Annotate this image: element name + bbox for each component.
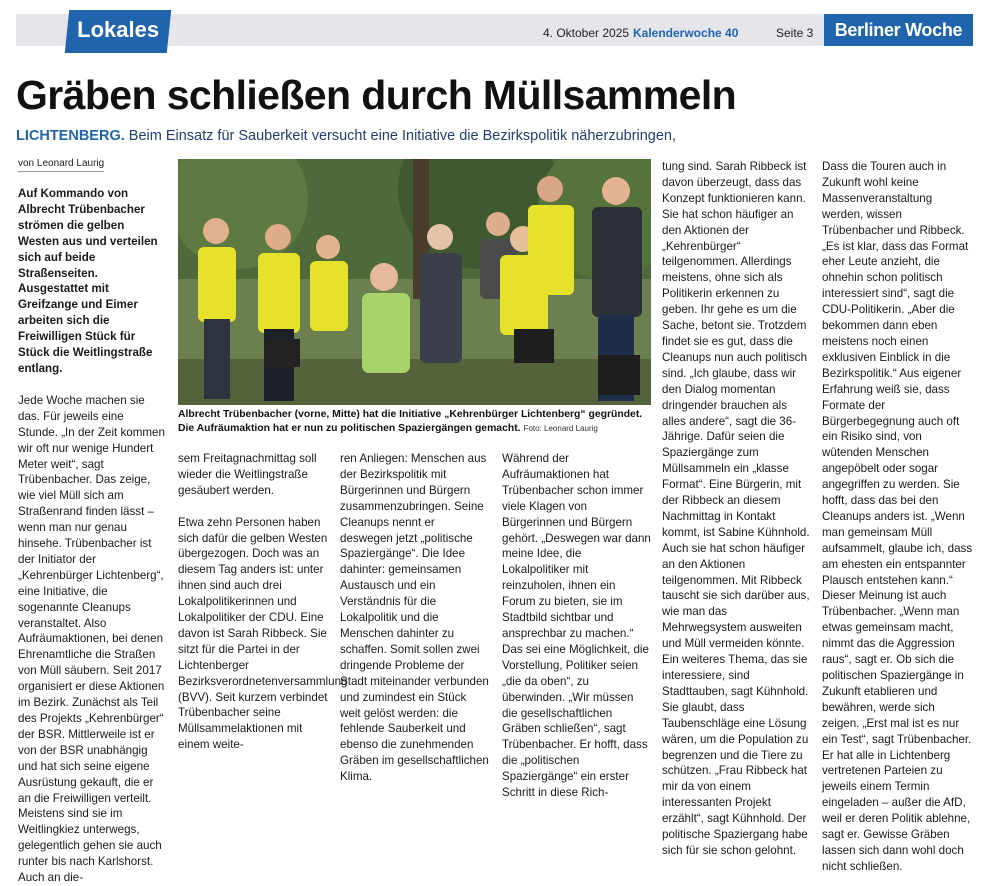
column-5: [662, 159, 812, 859]
body-paragraph: ren Anliegen: Menschen aus der Bezirkspolitik mit Bürgerinnen und Bürgern zusammenzubringen. Seine Cleanups nennt er deswegen jetzt „politische Spaziergänge“. Die Idee dahinter: gemeinsamen Austausch und ein Verständnis für die Lokalpolitik und die Menschen dahinter zu schaffen. Somit sollen zwei dringende Probleme der Stadt miteinander verbunden und zumindest ein Stück weit gelöst werden: die fehlende Sauberkeit und ebenso die zunehmenden Gräben im gesellschaftlichen Klima.: [340, 452, 489, 784]
column-4: [502, 451, 652, 801]
issue-date: 4. Oktober 2025: [543, 26, 630, 40]
column-1: [18, 186, 166, 886]
page-number: Seite 3: [776, 26, 814, 40]
photo-credit: Foto: Leonard Laurig: [523, 424, 598, 433]
caption-text: Albrecht Trübenbacher (vorne, Mitte) hat die Initiative „Kehrenbürger Lichtenberg“ gegründet. Die Aufräumaktion hat er nun zu politischen Spaziergängen gemacht.: [178, 409, 643, 434]
article-photo: [178, 159, 651, 405]
body-paragraph: Während der Aufräumaktionen hat Trübenbacher schon immer viele Klagen von Bürgerinnen und Bürgern gehört. „Deswegen war dann meine Idee, die Lokalpolitiker mit reinzuholen, ihnen ein Forum zu bieten, sie im Stadtbild sichtbar und ansprechbar zu machen.“ Das sei eine Möglichkeit, die Vorstellung, Politiker seien „die da oben“, zu überwinden. „Wir müssen die gesellschaftlichen Gräben schließen“, sagt Trübenbacher. Er hofft, dass die „politischen Spaziergänge“ ein erster Schritt in diese Rich-: [502, 452, 651, 800]
newspaper-logo: Berliner Woche: [824, 14, 973, 46]
column-2: [178, 451, 348, 753]
photo-caption: [178, 408, 652, 436]
body-paragraph: sem Freitagnachmittag soll wieder die Weitlingstraße gesäubert werden.: [178, 452, 317, 497]
column-3: [340, 451, 490, 785]
column-6: [822, 159, 974, 875]
byline: von Leonard Laurig: [18, 158, 104, 172]
article-headline: Gräben schließen durch Müllsammeln: [16, 72, 737, 118]
body-paragraph: Etwa zehn Personen haben sich dafür die gelben Westen übergezogen. Doch was an diesem Tag anders ist: unter ihnen sind auch drei Lokalpolitikerinnen und Lokalpolitiker der CDU. Eine davon ist Sarah Ribbeck. Sie sitzt für die Partei in der Lichtenberger Bezirksverordnetenversammlung (BVV). Seit kurzem verbindet Trübenbacher seine Müllsammelaktionen mit einem weite-: [178, 515, 348, 752]
article-subheadline: [16, 128, 976, 144]
body-paragraph: Dass die Touren auch in Zukunft wohl keine Massenveranstaltung werden, wissen Trübenbacher und Ribbeck. „Es ist klar, dass das Format eher Leute anzieht, die ohnehin schon politisch interessiert sind“, sagt die CDU-Politikerin. „Aber die bekommen dann eben meistens noch einen exklusiven Einblick in die Bezirkspolitik.“ Aus eigener Erfahrung weiß sie, dass Formate der Bürgerbegegnung auch oft ein Risiko sind, von wütenden Menschen angepöbelt oder sogar angegriffen zu werden. Sie hofft, dass das bei den Cleanups anders ist. „Wenn man gemeinsam Müll aufsammelt, glaube ich, dass am ehesten ein entspannter Plausch entstehen kann.“ Dieser Meinung ist auch Trübenbacher. „Wenn man etwas gemeinsam macht, nimmt das die Aggression raus“, sagt er. Ob sich die politischen Spaziergänge in Zukunft etablieren und bewähren, werde sich zeigen. „Erst mal ist es nur ein Test“, sagt Trübenbacher. Er hat alle in Lichtenberg vertretenen Parteien zu jeweils einem Termin eingeladen – außer die AfD, weil er deren Politik ablehne, sagt er. Gewisse Gräben lassen sich dann wohl doch nicht schließen.: [822, 160, 973, 873]
body-paragraph: Jede Woche machen sie das. Für jeweils eine Stunde. „In der Zeit kommen wir oft nur wenige Hundert Meter weit“, sagt Trübenbacher. Das zeige, wie viel Müll sich am Straßenrand finden lässt – wenn man nur genau hinsehe. Trübenbacher ist der Initiator der „Kehrenbürger Lichtenberg“, eine Initiative, die sogenannte Cleanups veranstaltet. Also Aufräumaktionen, bei denen Ehrenamtliche die Straßen von Müll säubern. Seit 2017 organisiert er diese Aktionen im Bezirk. Zunächst als Teil des Projekts „Kehrenbürger“ der BSR. Mittlerweile ist er von der BSR unabhängig und hat sich seine eigene Ausrüstung gekauft, die er an die Freiwilligen verteilt. Meistens sind sie im Weitlingkiez unterwegs, gelegentlich gehen sie auch runter bis nach Karlshorst. Auch an die-: [18, 393, 165, 885]
subheadline-text: Beim Einsatz für Sauberkeit versucht eine Initiative die Bezirkspolitik näherzubringen,: [128, 128, 677, 144]
calendar-week: Kalenderwoche 40: [633, 26, 739, 40]
section-label: Lokales: [65, 10, 172, 53]
lead-paragraph: Auf Kommando von Albrecht Trübenbacher strömen die gelben Westen aus und verteilen sich auf beide Straßenseiten. Ausgestattet mit Greifzange und Eimer arbeiten sich die Freiwilligen Stück für Stück die Weitlingstraße entlang.: [18, 187, 158, 375]
body-paragraph: tung sind. Sarah Ribbeck ist davon überzeugt, dass das Konzept funktionieren kann. Sie hat schon häufiger an den Aktionen der „Kehrenbürger“ teilgenommen. Allerdings meistens, ohne sich als Politikerin erkennen zu geben. Ihr gehe es um die Sache, betont sie. Trotzdem findet sie es gut, dass die Cleanups nun auch politisch sind. „Ich glaube, dass wir den Dialog momentan dringender brauchen als alles andere“, sagt die 36-Jährige. Dafür seien die Spaziergänge zum Müllsammeln ein „klasse Format“. Eine Bürgerin, mit der Ribbeck an diesem Nachmittag in Kontakt kommt, ist Sabine Kühnhold. Auch sie hat schon häufiger an den Aktionen teilgenommen. Mit Ribbeck tauscht sie sich darüber aus, wie man das Mehrwegsystem ausweiten und Müll vermeiden könnte. Ein weiteres Thema, das sie interessiere, sind Stadttauben, sagt Kühnhold. Sie glaubt, dass Taubenschläge eine Lösung wären, um die Population zu begrenzen und die Tiere zu schützen. „Frau Ribbeck hat mir da von einem interessanten Projekt erzählt“, sagt Kühnhold. Der politische Spaziergang habe sich für sie schon gelohnt.: [662, 160, 810, 857]
location-kicker: LICHTENBERG.: [16, 128, 125, 144]
